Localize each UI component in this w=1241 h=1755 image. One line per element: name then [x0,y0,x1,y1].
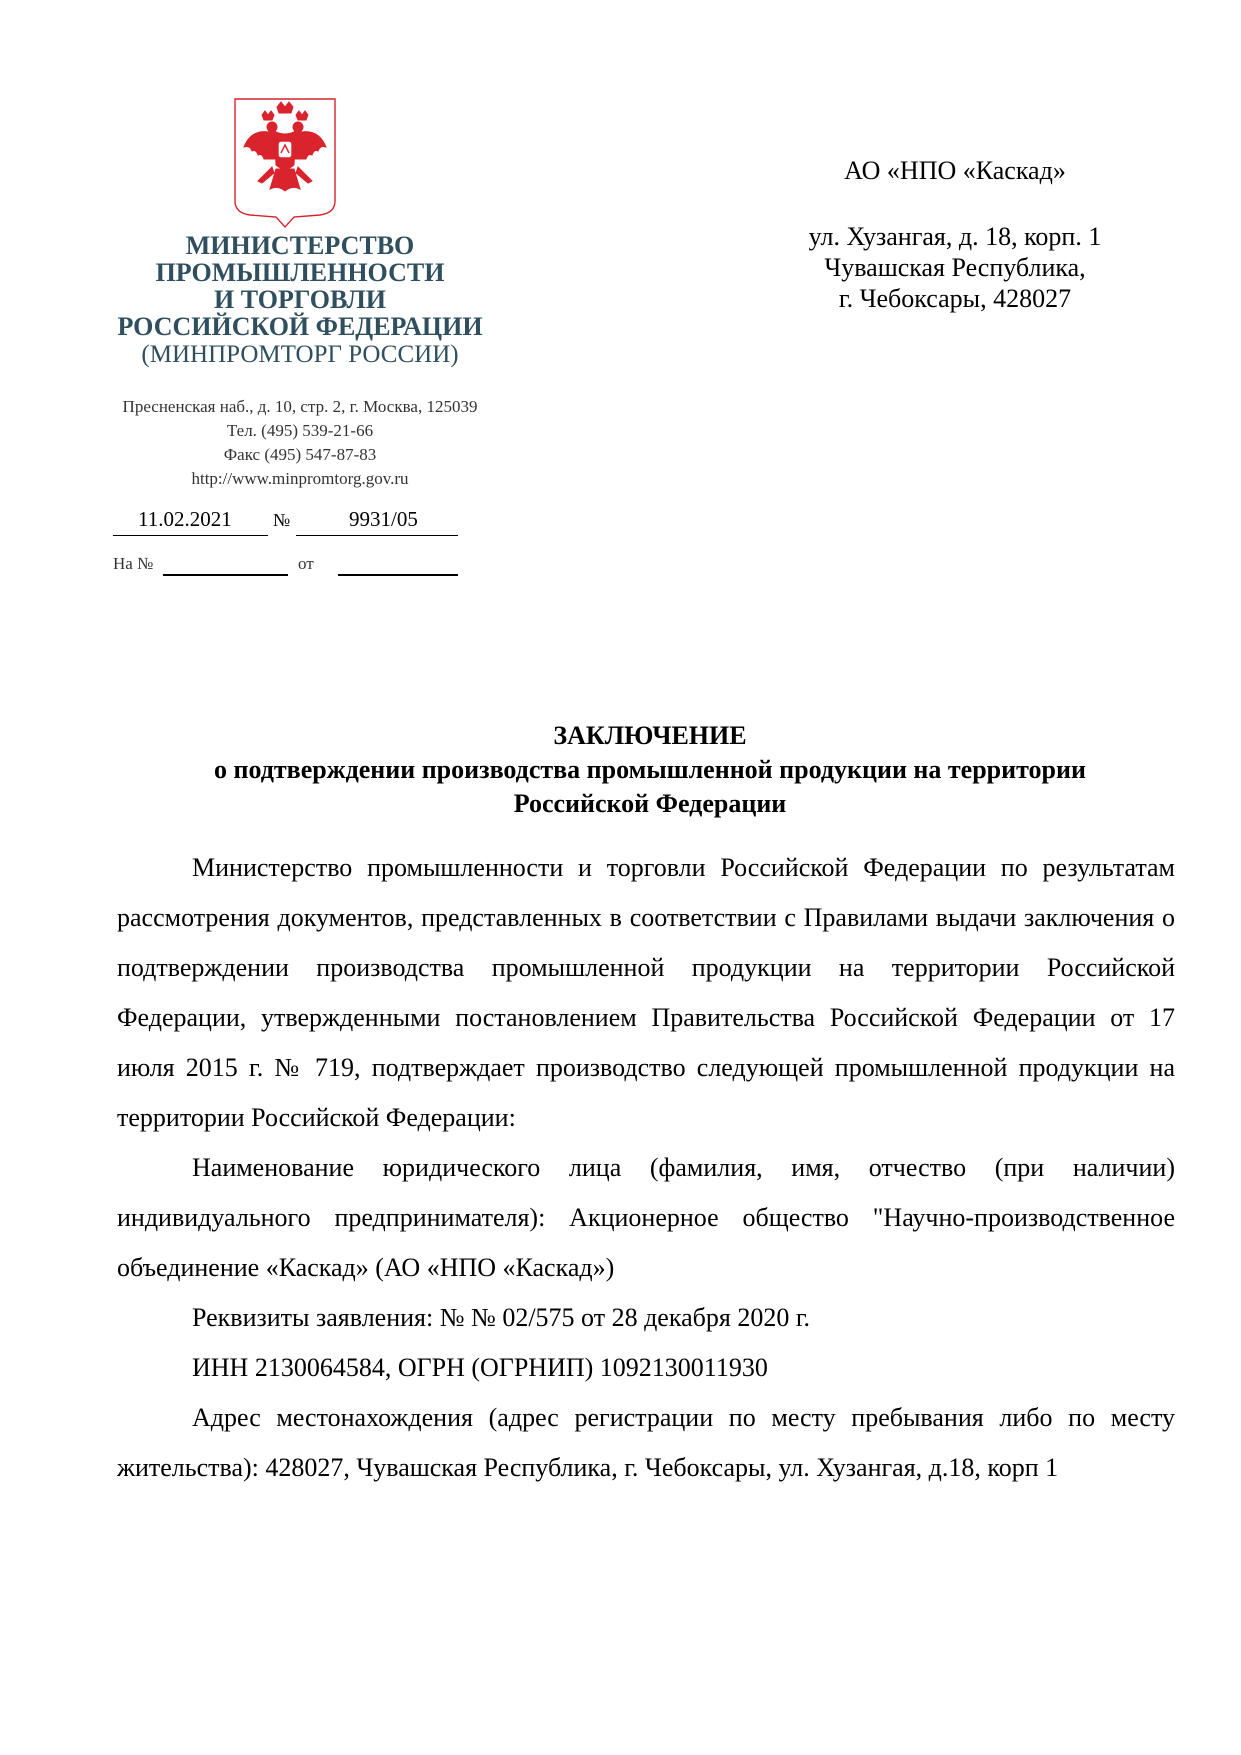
title-line: ЗАКЛЮЧЕНИЕ [553,721,747,750]
body-paragraph: Наименование юридического лица (фамилия, имя, отчество (при наличии) индивидуального предпринимателя): Акционерное общество "Научно-производственное объединение «Каскад» (АО «НПО «Каскад») [117,1153,1175,1282]
body-paragraph: ИНН 2130064584, ОГРН (ОГРНИП) 1092130011930 [192,1353,768,1382]
ministry-phone: Тел. (495) 539-21-66 [226,421,374,440]
reply-from: от [298,554,314,573]
recipient-name: АО «НПО «Каскад» [844,156,1066,185]
ministry-name-line: И ТОРГОВЛИ [214,285,386,314]
ministry-name-line: РОССИЙСКОЙ ФЕДЕРАЦИИ [117,312,483,341]
document-number: 9931/05 [349,507,418,531]
reply-prefix: На № [113,554,154,573]
recipient-block [760,155,1150,314]
recipient-city: г. Чебоксары, 428027 [838,284,1072,313]
ministry-website: http://www.minpromtorg.gov.ru [191,469,409,488]
body-paragraph: Адрес местонахождения (адрес регистрации по месту пребывания либо по месту жительства): 428027, Чувашская Республика, г. Чебоксары, ул. Хузангая, д.18, корп 1 [117,1403,1175,1482]
document-date: 11.02.2021 [138,507,232,531]
reply-row [113,550,458,578]
date-underline [113,535,268,536]
reply-date-underline [338,574,458,576]
body-paragraph: Министерство промышленности и торговли Российской Федерации по результатам рассмотрения документов, представленных в соответствии с Правилами выдачи заключения о подтверждении производства промышленной продукции на территории Российской Федерации, утвержденными постановлением Правительства Российской Федерации от 17 июля 2015 г. № 719, подтверждает производство следующей промышленной продукции на территории Российской Федерации: [117,853,1175,1132]
number-underline [296,535,458,536]
coat-of-arms-icon [232,97,338,229]
recipient-region: Чувашская Республика, [824,253,1086,282]
ministry-address: Пресненская наб., д. 10, стр. 2, г. Москва, 125039 [122,397,478,416]
document-title [100,719,1200,821]
document-body [117,843,1175,1493]
number-sign: № [273,510,291,530]
reply-number-underline [163,574,288,576]
title-line: Российской Федерации [513,789,787,818]
ministry-name-line: ПРОМЫШЛЕННОСТИ [155,258,445,287]
ministry-short-name: (МИНПРОМТОРГ РОССИИ) [141,341,459,368]
ministry-fax: Факс (495) 547-87-83 [223,445,377,464]
ministry-contacts [60,395,540,491]
ministry-name-line: МИНИСТЕРСТВО [185,231,415,260]
body-paragraph: Реквизиты заявления: № № 02/575 от 28 декабря 2020 г. [192,1303,811,1332]
date-number-row [113,507,458,537]
ministry-header [100,232,500,370]
recipient-street: ул. Хузангая, д. 18, корп. 1 [808,222,1102,251]
title-line: о подтверждении производства промышленной продукции на территории [214,755,1086,784]
